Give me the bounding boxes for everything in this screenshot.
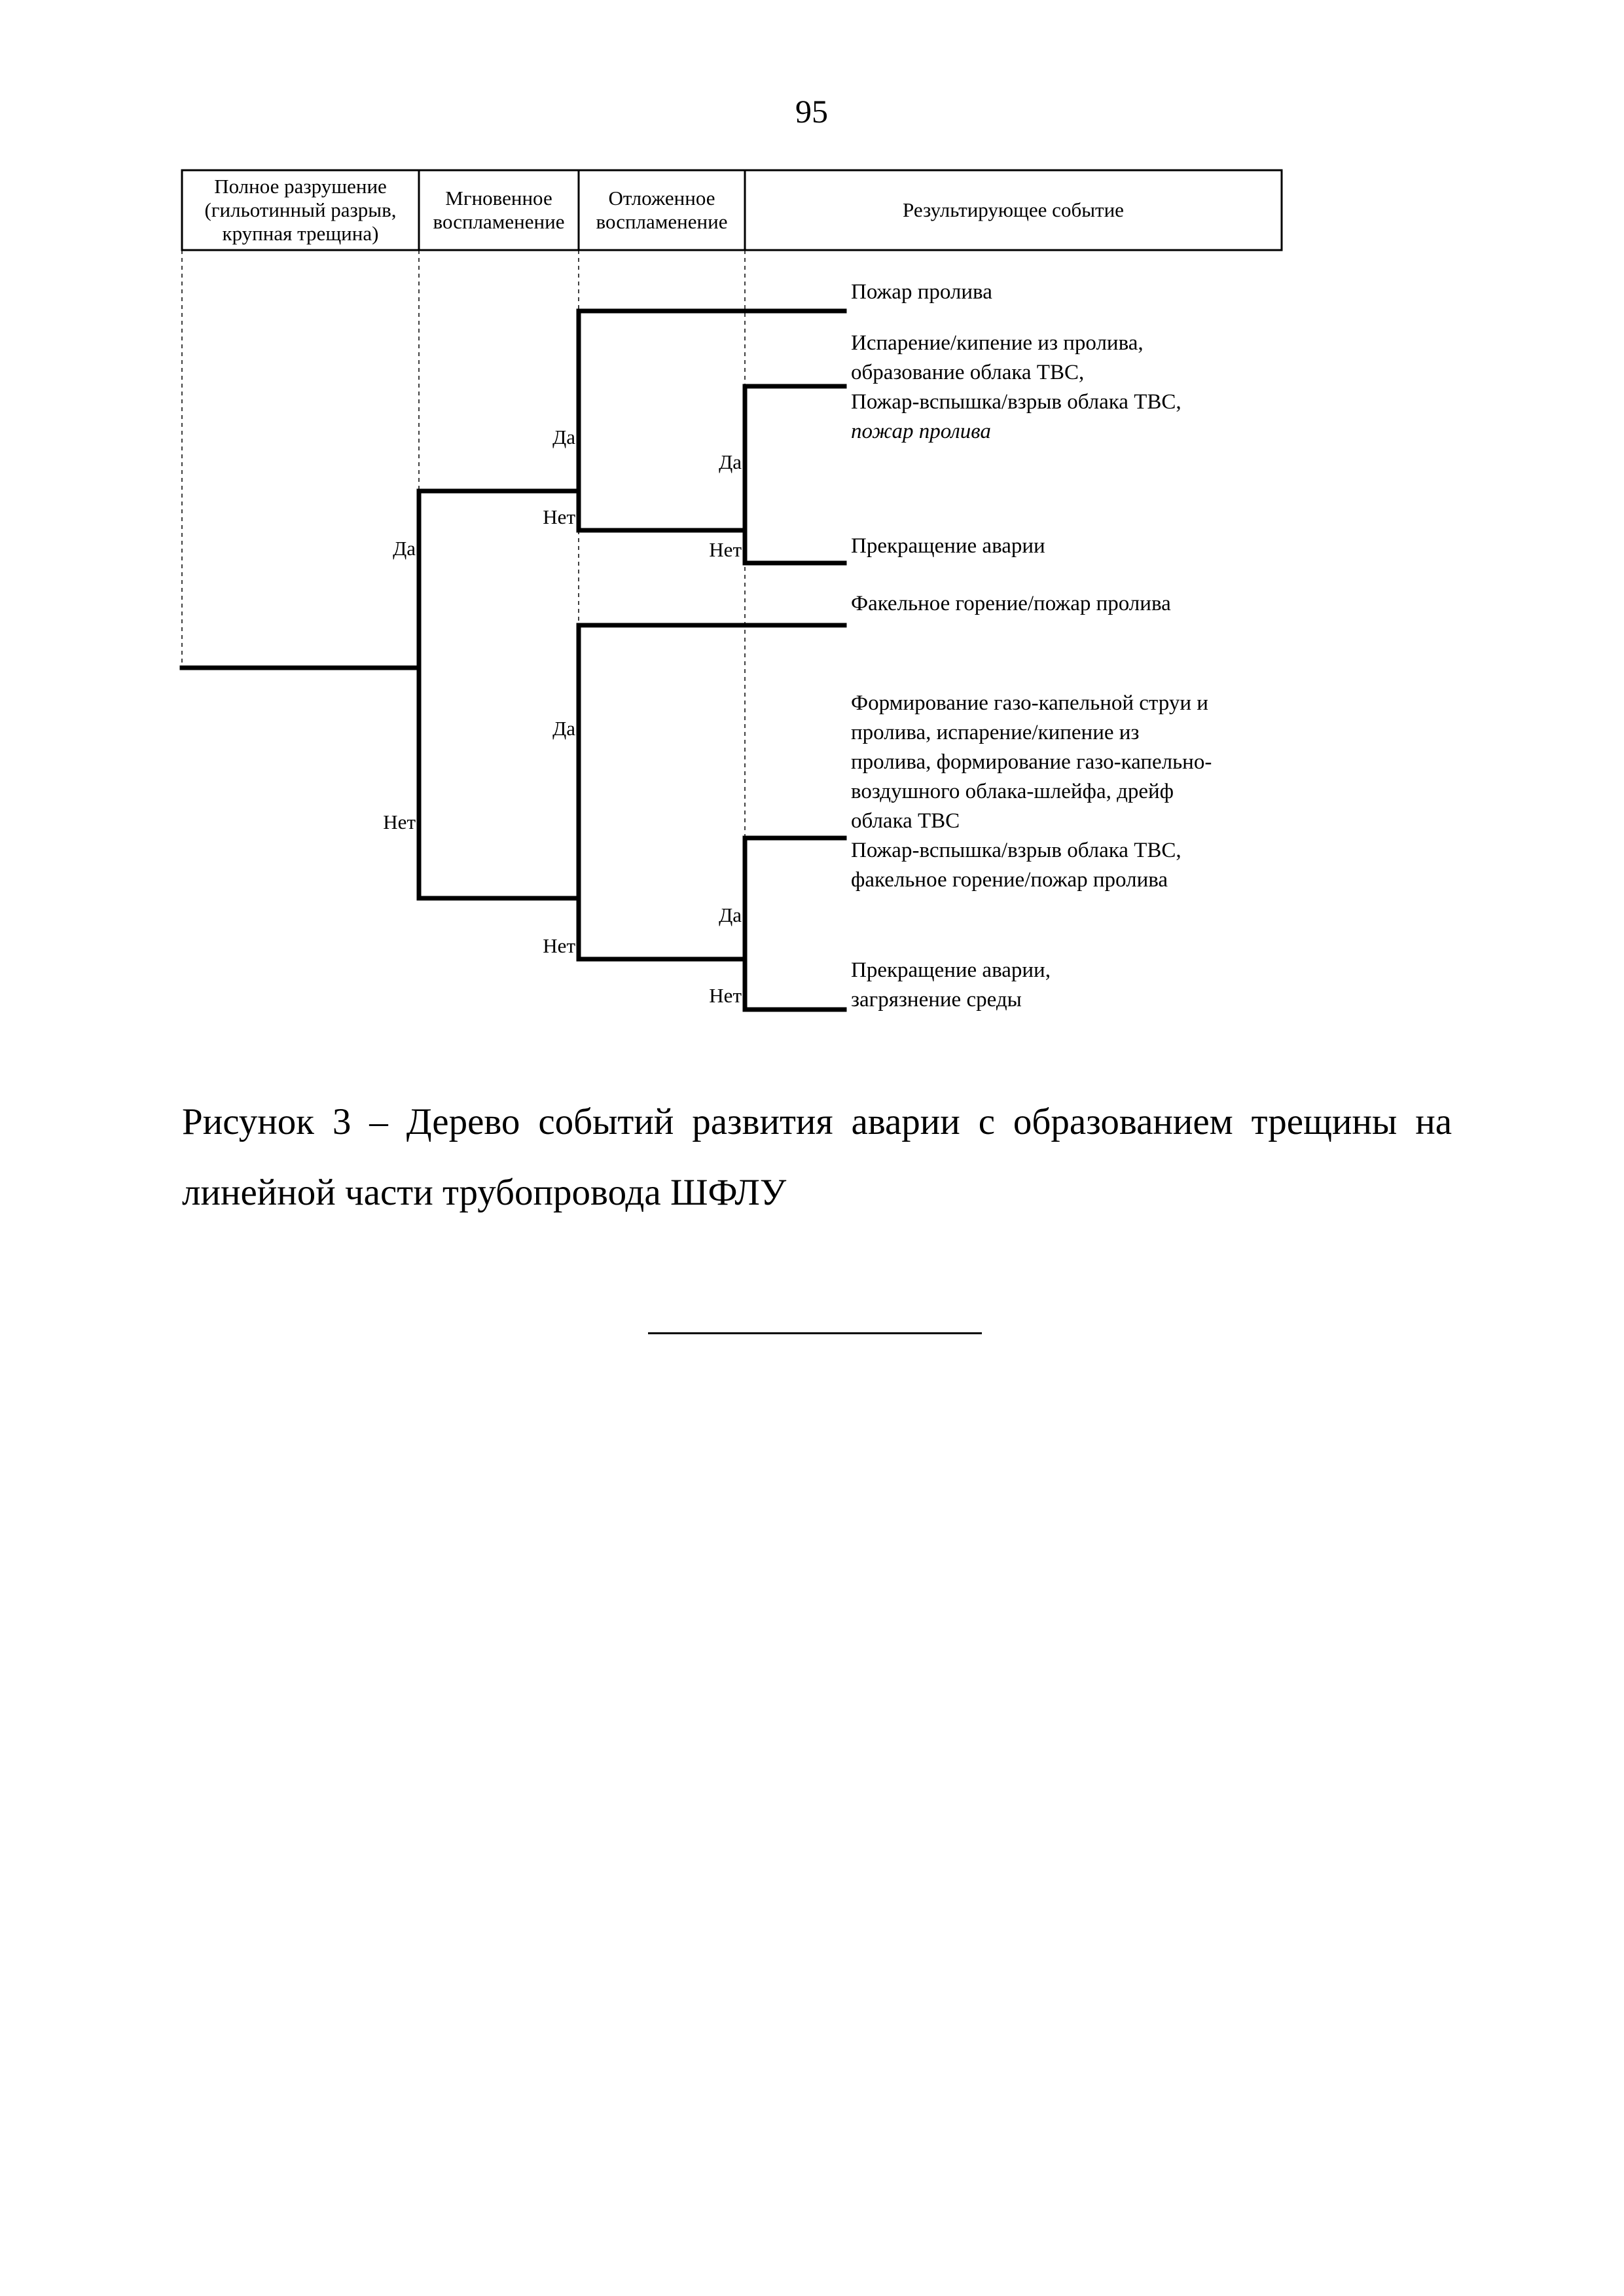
label-no-node3a: Нет xyxy=(709,538,742,561)
column-guides xyxy=(182,250,745,838)
outcome-two-phase-jet: Формирование газо-капельной струи и пролива, испарение/кипение из пролива, формирование газо-капельно- воздушного облака-шлейфа, дрейф облака ТВС Пожар-вспышка/взрыв облака ТВС, факельное горение/пожар пролива xyxy=(851,691,1212,892)
outcome-pool-fire: Пожар пролива xyxy=(851,280,992,304)
event-tree-diagram xyxy=(0,0,1624,1048)
horizontal-rule xyxy=(648,1332,982,1334)
outcome-accident-stop-pollution: Прекращение аварии, загрязнение среды xyxy=(851,958,1051,1011)
header-cell-delayed-ignition: Отложенное воспламенение xyxy=(596,187,728,233)
label-yes-node2b: Да xyxy=(552,717,575,740)
outcome-evaporation-cloud-flash: Испарение/кипение из пролива, образование облака ТВС, Пожар-вспышка/взрыв облака ТВС, xyxy=(851,331,1182,414)
page-number: 95 xyxy=(795,93,828,130)
label-no-node3b: Нет xyxy=(709,984,742,1007)
header-cell-full-rupture: Полное разрушение (гильотинный разрыв, крупная трещина) xyxy=(204,175,397,245)
outcome-pool-fire-italic: пожар пролива xyxy=(851,420,991,443)
label-no-node2a: Нет xyxy=(543,505,575,528)
label-no-node2b: Нет xyxy=(543,934,575,957)
label-yes-node2a: Да xyxy=(552,426,575,448)
outcome-jet-fire: Факельное горение/пожар пролива xyxy=(851,592,1171,615)
figure-caption: Рисунок 3 – Дерево событий развития аварии с образованием трещины на линейной части трубопровода ШФЛУ xyxy=(182,1101,1452,1213)
label-yes-node3b: Да xyxy=(719,903,742,926)
header-cell-resulting-event: Результирующее событие xyxy=(903,198,1124,221)
header-cell-instant-ignition: Мгновенное воспламенение xyxy=(433,187,565,233)
tree-branches xyxy=(182,311,844,1010)
outcome-accident-stop: Прекращение аварии xyxy=(851,534,1045,558)
label-no-node1: Нет xyxy=(383,811,416,833)
label-yes-node3a: Да xyxy=(719,450,742,473)
label-yes-node1: Да xyxy=(393,537,416,560)
